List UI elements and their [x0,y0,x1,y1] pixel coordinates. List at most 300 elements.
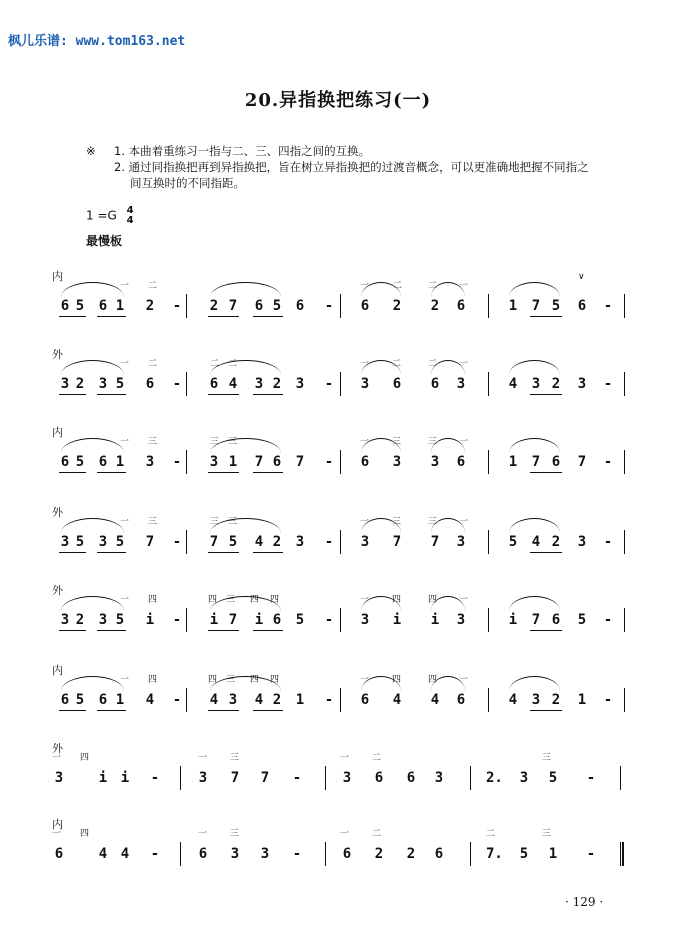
beam [97,552,126,553]
note: 2 [75,612,85,628]
finger-mark: 三 [230,829,240,839]
slur [210,282,281,297]
hand-position-label: 外 [52,584,63,597]
staff-4 [0,504,676,574]
note: 2 [406,846,416,862]
finger-mark: 三 [428,517,438,527]
note: 6 [295,298,305,314]
dash-note: - [603,612,613,628]
note: 6 [551,454,561,470]
note: 3 [228,692,238,708]
note: 6 [392,376,402,392]
note: 2 [272,376,282,392]
staff-1 [0,268,676,338]
note: i [508,612,518,628]
finger-mark: 二 [428,359,438,369]
barline [624,372,625,396]
dash-note: - [586,846,596,862]
key-label: 1 =G [86,208,117,223]
finger-mark: ∨ [578,272,585,282]
note: 7 [260,770,270,786]
finger-mark: 一 [360,281,370,291]
finger-mark: 四 [270,595,280,605]
barline [325,766,326,790]
finger-mark: 一 [120,675,130,685]
beam [97,472,126,473]
note: 4 [430,692,440,708]
note: 1 [115,454,125,470]
note: 3 [295,376,305,392]
dash-note: - [324,376,334,392]
note: i [145,612,155,628]
dash-note: - [603,454,613,470]
beam [530,472,562,473]
beam [59,472,86,473]
note: 1 [577,692,587,708]
note: 5 [548,770,558,786]
note: 7. [486,846,503,862]
note: 5 [115,376,125,392]
hand-position-label: 内 [52,818,63,831]
beam [208,316,239,317]
note: 2 [551,534,561,550]
slur [509,438,560,453]
note: 3 [98,376,108,392]
beam [253,394,283,395]
beam [208,394,239,395]
barline [186,450,187,474]
slur [509,676,560,691]
barline [186,530,187,554]
finger-mark: 一 [120,437,130,447]
hand-position-label: 内 [52,426,63,439]
beam [97,316,126,317]
barline [186,608,187,632]
barline [624,530,625,554]
note: 3 [98,612,108,628]
beam [253,710,283,711]
finger-mark: 二 [428,281,438,291]
beam [530,630,562,631]
note: 6 [272,454,282,470]
beam [208,552,239,553]
finger-mark: 四 [250,675,260,685]
barline [186,688,187,712]
slur [509,282,560,297]
slur [61,518,124,533]
slur [509,596,560,611]
finger-mark: 二 [148,359,158,369]
finger-mark: 一 [459,595,469,605]
finger-mark: 四 [428,675,438,685]
note: 3 [98,534,108,550]
dash-note: - [324,298,334,314]
beam [59,552,86,553]
barline [624,450,625,474]
note: 1 [508,298,518,314]
finger-mark: 三 [226,675,236,685]
barline [624,688,625,712]
finger-mark: 四 [270,675,280,685]
finger-mark: 一 [198,753,208,763]
note: 3 [360,534,370,550]
barline [624,294,625,318]
note: 4 [254,534,264,550]
note: 3 [254,376,264,392]
note: 1 [115,692,125,708]
dash-note: - [324,534,334,550]
beam [530,316,562,317]
hand-position-label: 内 [52,664,63,677]
beam [253,316,283,317]
finger-mark: 一 [52,829,62,839]
finger-mark: 四 [392,595,402,605]
barline [325,842,326,866]
finger-mark: 二 [372,753,382,763]
finger-mark: 一 [459,359,469,369]
dash-note: - [292,770,302,786]
finger-mark: 二 [372,829,382,839]
barline [340,294,341,318]
note: 3 [430,454,440,470]
slur [210,518,281,533]
barline [340,530,341,554]
note: 6 [577,298,587,314]
barline [180,766,181,790]
note: 4 [228,376,238,392]
note: 4 [120,846,130,862]
barline [624,608,625,632]
note: 5 [508,534,518,550]
note: 6 [54,846,64,862]
note: 1 [115,298,125,314]
slur [61,596,124,611]
note: 1 [548,846,558,862]
note: 3 [260,846,270,862]
note: 3 [54,770,64,786]
beam [59,394,86,395]
time-denominator: 4 [126,215,134,226]
note: 7 [531,298,541,314]
key-signature [86,206,134,226]
note: 3 [60,612,70,628]
finger-mark: 四 [80,829,90,839]
note: 6 [98,298,108,314]
barline [186,294,187,318]
beam [530,710,562,711]
finger-mark: 一 [198,829,208,839]
note: 3 [392,454,402,470]
beam [97,710,126,711]
slur [210,360,281,375]
dash-note: - [172,298,182,314]
note: 2 [392,298,402,314]
page-number: · 129 · [565,895,604,909]
barline [340,688,341,712]
dash-note: - [150,770,160,786]
finger-mark: 二 [148,281,158,291]
finger-mark: 一 [459,675,469,685]
finger-mark: 三 [230,753,240,763]
time-signature [127,206,134,226]
note: 6 [60,454,70,470]
note: 6 [360,298,370,314]
barline [340,372,341,396]
note: 5 [115,534,125,550]
finger-mark: 二 [392,359,402,369]
note: 2 [551,692,561,708]
note: 6 [272,612,282,628]
finger-mark: 一 [340,753,350,763]
beam [97,394,126,395]
slur [509,518,560,533]
note-mark: ※ [86,144,96,158]
slur [61,360,124,375]
staff-2 [0,346,676,416]
note: 6 [60,692,70,708]
dash-note: - [324,612,334,628]
dash-note: - [603,692,613,708]
hand-position-label: 外 [52,506,63,519]
note: 3 [295,534,305,550]
finger-mark: 一 [459,437,469,447]
note: 4 [209,692,219,708]
barline [620,842,624,866]
note: 6 [98,454,108,470]
note: 4 [508,376,518,392]
finger-mark: 四 [208,595,218,605]
note: 6 [342,846,352,862]
beam [530,552,562,553]
note: 6 [198,846,208,862]
note: 4 [531,534,541,550]
barline [470,842,471,866]
note: 3 [60,376,70,392]
note: 7 [392,534,402,550]
note: 5 [75,692,85,708]
dash-note: - [603,534,613,550]
note: 7 [209,534,219,550]
finger-mark: 四 [428,595,438,605]
note: 4 [508,692,518,708]
finger-mark: 一 [52,753,62,763]
note: 3 [519,770,529,786]
note: 6 [456,454,466,470]
note: 5 [519,846,529,862]
finger-mark: 四 [392,675,402,685]
note: 5 [75,534,85,550]
finger-mark: 一 [360,437,370,447]
note: 3 [230,846,240,862]
finger-mark: 一 [120,359,130,369]
barline [186,372,187,396]
note-line-2: 2. 通过同指换把再到异指换把，旨在树立异指换把的过渡音概念，可以更准确地把握不同指之 [114,160,589,174]
note: 2 [209,298,219,314]
barline [488,294,489,318]
dash-note: - [172,612,182,628]
note: 3 [531,376,541,392]
note: i [254,612,264,628]
beam [253,472,283,473]
note: 6 [406,770,416,786]
staff-8 [0,816,676,886]
dash-note: - [324,454,334,470]
barline [488,372,489,396]
beam [208,472,239,473]
note: 6 [456,692,466,708]
page-title: 20.异指换把练习(一) [244,90,432,111]
note: 5 [75,298,85,314]
finger-mark: 二 [210,359,220,369]
finger-mark: 四 [250,595,260,605]
barline [340,608,341,632]
note: 1 [228,454,238,470]
beam [530,394,562,395]
note: i [98,770,108,786]
exercise-notes [86,143,646,191]
note: 5 [551,298,561,314]
note: 2 [551,376,561,392]
note: 5 [115,612,125,628]
finger-mark: 一 [120,517,130,527]
note: 2 [374,846,384,862]
note: 7 [430,534,440,550]
note: 4 [254,692,264,708]
slur [61,676,124,691]
note: 7 [228,298,238,314]
note: 6 [456,298,466,314]
beam [253,630,283,631]
hand-position-label: 外 [52,742,63,755]
note: i [120,770,130,786]
finger-mark: 一 [360,517,370,527]
note: 6 [209,376,219,392]
note-line-1: 1. 本曲着重练习一指与二、三、四指之间的互换。 [114,144,371,158]
finger-mark: 三 [210,437,220,447]
watermark: 枫儿乐谱: www.tom163.net [8,34,186,49]
finger-mark: 四 [148,595,158,605]
note-line-3: 间互换时的不同指距。 [130,176,245,190]
note: 1 [295,692,305,708]
note: 6 [551,612,561,628]
finger-mark: 三 [542,829,552,839]
finger-mark: 三 [228,437,238,447]
note: 6 [374,770,384,786]
note: 5 [272,298,282,314]
finger-mark: 一 [120,281,130,291]
note: 3 [360,612,370,628]
slur [509,360,560,375]
dash-note: - [150,846,160,862]
finger-mark: 一 [360,595,370,605]
note: 6 [360,454,370,470]
finger-mark: 一 [459,281,469,291]
note: 3 [456,376,466,392]
note: 6 [360,692,370,708]
slur [210,438,281,453]
beam [97,630,126,631]
slur [61,438,124,453]
note: 6 [145,376,155,392]
finger-mark: 三 [148,517,158,527]
note: 7 [228,612,238,628]
hand-position-label: 外 [52,348,63,361]
finger-mark: 一 [360,359,370,369]
hand-position-label: 内 [52,270,63,283]
finger-mark: 一 [360,675,370,685]
staff-5 [0,582,676,652]
finger-mark: 二 [228,359,238,369]
note: 2. [486,770,503,786]
dash-note: - [603,376,613,392]
beam [59,630,86,631]
note: 2 [145,298,155,314]
note: 3 [577,534,587,550]
note: 7 [531,612,541,628]
note: 4 [145,692,155,708]
note: 5 [75,454,85,470]
note: 7 [145,534,155,550]
note: 1 [508,454,518,470]
note: 3 [209,454,219,470]
finger-mark: 二 [393,281,403,291]
barline [488,530,489,554]
note: 7 [254,454,264,470]
slur [61,282,124,297]
barline [620,766,621,790]
note: 3 [456,612,466,628]
dash-note: - [324,692,334,708]
finger-mark: 一 [459,517,469,527]
finger-mark: 三 [228,517,238,527]
staff-3 [0,424,676,494]
note: 5 [577,612,587,628]
note: 6 [434,846,444,862]
finger-mark: 三 [392,437,402,447]
note: 6 [254,298,264,314]
note: 7 [230,770,240,786]
finger-mark: 四 [148,675,158,685]
finger-mark: 四 [80,753,90,763]
note: i [430,612,440,628]
finger-mark: 三 [392,517,402,527]
dash-note: - [172,454,182,470]
beam [208,710,239,711]
note: 3 [60,534,70,550]
dash-note: - [172,376,182,392]
barline [470,766,471,790]
beam [253,552,283,553]
note: 2 [430,298,440,314]
finger-mark: 三 [428,437,438,447]
barline [488,608,489,632]
note: 3 [342,770,352,786]
barline [340,450,341,474]
note: 3 [145,454,155,470]
finger-mark: 三 [210,517,220,527]
note: 3 [456,534,466,550]
staff-6 [0,662,676,732]
dash-note: - [603,298,613,314]
note: 6 [60,298,70,314]
beam [208,630,239,631]
note: i [209,612,219,628]
note: 2 [272,534,282,550]
note: 4 [392,692,402,708]
dash-note: - [292,846,302,862]
note: 6 [430,376,440,392]
finger-mark: 三 [226,595,236,605]
